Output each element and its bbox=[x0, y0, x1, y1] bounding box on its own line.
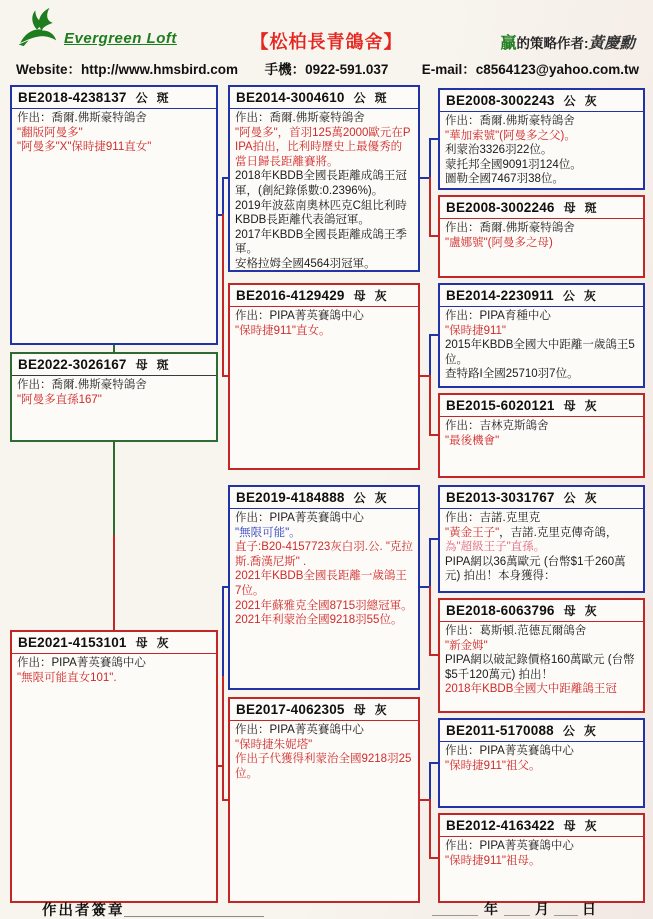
box-title-row bbox=[440, 600, 643, 622]
plumage-label: 灰 bbox=[156, 636, 169, 650]
pedigree-connector-line bbox=[429, 538, 439, 540]
pedigree-text-line bbox=[17, 126, 211, 141]
pedigree-text-line bbox=[235, 599, 413, 614]
pedigree-text-line bbox=[445, 221, 638, 236]
ring-number: BE2017-4062305 bbox=[236, 702, 345, 717]
pedigree-connector-line bbox=[113, 442, 115, 537]
text-segment: "保時捷911"祖父。 bbox=[445, 759, 541, 772]
pedigree-text-line bbox=[445, 309, 638, 324]
box-title-row bbox=[440, 197, 643, 219]
text-segment: "最後機會" bbox=[445, 434, 500, 447]
text-segment: "保時捷911" bbox=[445, 324, 506, 337]
pedigree-connector-line bbox=[113, 535, 115, 632]
pedigree-text-line bbox=[235, 569, 413, 598]
pedigree-connector-line bbox=[222, 177, 229, 179]
ring-number: BE2008-3002243 bbox=[446, 93, 555, 108]
pedigree-text-line bbox=[445, 526, 638, 555]
pedigree-text-line bbox=[445, 759, 638, 774]
text-segment: ，吉諾.克里克傳奇鴿， bbox=[499, 526, 618, 539]
pedigree-text-line bbox=[445, 419, 638, 434]
sex-label: 公 bbox=[353, 491, 366, 505]
text-segment: 2021年利蒙治全國9218羽55位。 bbox=[235, 614, 403, 627]
pedigree-text-line bbox=[235, 738, 413, 753]
text-segment: "華加索號"(阿曼多之父)。 bbox=[445, 129, 576, 142]
loft-name: Evergreen Loft bbox=[64, 30, 177, 47]
pedigree-text-line bbox=[235, 169, 413, 198]
pedigree-text-line bbox=[235, 511, 413, 526]
pedigree-text-line bbox=[235, 613, 413, 628]
text-segment: 2021年蘇雅克全國8715羽總冠軍。 bbox=[235, 599, 413, 612]
pedigree-text-line bbox=[17, 393, 211, 408]
plumage-label: 灰 bbox=[374, 703, 387, 717]
plumage-label: 灰 bbox=[584, 94, 597, 108]
pedigree-text-line bbox=[235, 111, 413, 126]
text-segment: 查特路I全國25710羽7位。 bbox=[445, 368, 579, 381]
text-segment: 作出：PIPA菁英賽鴿中心 bbox=[235, 512, 364, 524]
pedigree-box bbox=[228, 697, 420, 903]
text-segment: 作出：PIPA菁英賽鴿中心 bbox=[445, 745, 574, 757]
pedigree-connector-line bbox=[429, 235, 439, 237]
pedigree-text-line bbox=[445, 114, 638, 129]
pedigree-text-line bbox=[445, 367, 638, 382]
sheet-title: 【松柏長青鴿舍】 bbox=[250, 32, 403, 52]
pedigree-text-line bbox=[445, 653, 638, 682]
pedigree-text-line bbox=[235, 228, 413, 257]
text-segment: 安格拉姆全國4564羽冠軍。 bbox=[235, 257, 376, 270]
text-segment: 蒙托邦全國9091羽124位。 bbox=[445, 158, 582, 171]
text-segment: "保時捷911"直女。 bbox=[235, 324, 331, 337]
sex-label: 母 bbox=[563, 399, 576, 413]
pedigree-text-line bbox=[445, 624, 638, 639]
pedigree-text-line bbox=[445, 338, 638, 367]
text-segment: 作出：喬爾.佛斯豪特鴿舍 bbox=[445, 115, 575, 127]
plumage-label: 灰 bbox=[374, 491, 387, 505]
box-body bbox=[230, 721, 418, 784]
sex-label: 公 bbox=[353, 91, 366, 105]
box-title-row bbox=[230, 699, 418, 721]
text-segment: "無限可能"。 bbox=[235, 526, 301, 539]
pedigree-text-line bbox=[445, 682, 638, 697]
text-segment: 作出：葛斯頓.范德瓦爾鴿舍 bbox=[445, 625, 587, 637]
plumage-label: 灰 bbox=[583, 724, 596, 738]
sex-label: 母 bbox=[353, 703, 366, 717]
box-body bbox=[440, 307, 643, 385]
text-segment: 利蒙治3326羽22位。 bbox=[445, 144, 553, 157]
text-segment: "阿曼多"，首羽125萬2000歐元在PIPA拍出，比利時歷史上最優秀的當日歸長距離賽將。 bbox=[235, 126, 411, 168]
text-segment: 圖勒全國7467羽38位。 bbox=[445, 173, 564, 186]
pedigree-text-line bbox=[445, 129, 638, 144]
win-logo-glyph: 贏 bbox=[500, 35, 517, 52]
box-title-row bbox=[440, 90, 643, 112]
text-segment: 2018年KBDB全國大中距離鴿王冠 bbox=[445, 683, 617, 696]
text-segment: 2017年KBDB全國長距離成鴿王季軍。 bbox=[235, 228, 407, 256]
pedigree-text-line bbox=[17, 656, 211, 671]
pedigree-connector-line bbox=[429, 139, 431, 179]
sex-label: 公 bbox=[135, 91, 148, 105]
pedigree-text-line bbox=[235, 540, 413, 569]
pedigree-text-line bbox=[445, 511, 638, 526]
box-body bbox=[440, 837, 643, 871]
pedigree-text-line bbox=[445, 839, 638, 854]
pedigree-text-line bbox=[17, 671, 211, 686]
pedigree-connector-line bbox=[429, 763, 431, 801]
pedigree-box bbox=[438, 813, 645, 903]
box-body bbox=[230, 307, 418, 341]
box-title-row bbox=[230, 487, 418, 509]
pedigree-text-line bbox=[445, 324, 638, 339]
ring-number: BE2014-3004610 bbox=[236, 90, 345, 105]
sex-label: 公 bbox=[562, 724, 575, 738]
plumage-label: 斑 bbox=[584, 201, 597, 215]
ring-number: BE2014-2230911 bbox=[446, 288, 554, 303]
box-title-row bbox=[440, 285, 643, 307]
text-segment: 作出：PIPA菁英賽鴿中心 bbox=[445, 840, 574, 852]
text-segment: 作出：PIPA菁英賽鴿中心 bbox=[235, 724, 364, 736]
pedigree-text-line bbox=[445, 434, 638, 449]
pedigree-text-line bbox=[445, 555, 638, 584]
pedigree-connector-line bbox=[222, 799, 229, 801]
pedigree-text-line bbox=[445, 639, 638, 654]
text-segment: PIPA網以破記錄價格160萬歐元 (台幣$5千120萬元) 拍出！ bbox=[445, 654, 635, 681]
pedigree-box bbox=[438, 283, 645, 388]
text-segment: "新金姆" bbox=[445, 639, 488, 652]
text-segment: 作出：PIPA菁英賽鴿中心 bbox=[17, 657, 146, 669]
sex-label: 公 bbox=[563, 491, 576, 505]
sex-label: 公 bbox=[562, 289, 575, 303]
pedigree-connector-line bbox=[429, 138, 439, 140]
pedigree-box bbox=[228, 85, 420, 272]
sex-label: 母 bbox=[135, 636, 148, 650]
box-title-row bbox=[440, 487, 643, 509]
pedigree-connector-line bbox=[429, 857, 439, 859]
pedigree-connector-line bbox=[222, 214, 224, 376]
box-body bbox=[12, 109, 216, 158]
pedigree-box bbox=[438, 485, 645, 593]
box-title-row bbox=[440, 815, 643, 837]
pedigree-box bbox=[438, 598, 645, 713]
text-segment: "黃金王子" bbox=[445, 526, 500, 539]
text-segment: "阿曼多直孫167" bbox=[17, 393, 102, 406]
text-segment: 為"超級王子"直孫。 bbox=[445, 541, 546, 554]
box-body bbox=[440, 112, 643, 190]
pedigree-connector-line bbox=[113, 345, 115, 353]
text-segment: 直子:B20-4157723灰白羽.公. "克拉斯.喬漢尼斯" . bbox=[235, 541, 413, 568]
pedigree-connector-line bbox=[429, 799, 431, 859]
box-title-row bbox=[12, 354, 216, 376]
box-title-row bbox=[230, 87, 418, 109]
pedigree-box bbox=[10, 630, 218, 903]
plumage-label: 灰 bbox=[584, 819, 597, 833]
text-segment: 作出子代獲得利蒙治全國9218羽25位。 bbox=[235, 753, 412, 780]
text-segment: 2021年KBDB全國長距離一歲鴿王7位。 bbox=[235, 570, 407, 597]
pedigree-text-line bbox=[235, 199, 413, 228]
pedigree-text-line bbox=[235, 526, 413, 541]
pedigree-text-line bbox=[235, 309, 413, 324]
pedigree-text-line bbox=[17, 111, 211, 126]
author-name: 黃慶勳 bbox=[588, 35, 635, 52]
author-line bbox=[500, 30, 635, 53]
box-body bbox=[440, 742, 643, 776]
text-segment: 作出：吉林克斯鴿舍 bbox=[445, 420, 549, 432]
ring-number: BE2021-4153101 bbox=[18, 635, 127, 650]
text-segment: 作出：吉諾.克里克 bbox=[445, 512, 541, 524]
pedigree-connector-line bbox=[429, 335, 431, 377]
box-title-row bbox=[230, 285, 418, 307]
pedigree-text-line bbox=[235, 126, 413, 170]
signature-label: 作出者簽章 bbox=[42, 903, 125, 919]
pedigree-text-line bbox=[235, 257, 413, 272]
text-segment: 作出：PIPA菁英賽鴿中心 bbox=[235, 310, 364, 322]
sex-label: 母 bbox=[135, 358, 148, 372]
plumage-label: 灰 bbox=[583, 289, 596, 303]
text-segment: 作出：喬爾.佛斯豪特鴿舍 bbox=[17, 112, 147, 124]
text-segment: 作出：PIPA育種中心 bbox=[445, 310, 551, 322]
phone-label: 手機：0922-591.037 bbox=[264, 62, 389, 77]
pedigree-text-line bbox=[235, 723, 413, 738]
text-segment: 作出：喬爾.佛斯豪特鴿舍 bbox=[17, 379, 147, 391]
pedigree-connector-line bbox=[222, 375, 229, 377]
box-body bbox=[230, 109, 418, 272]
box-body bbox=[12, 376, 216, 410]
ring-number: BE2011-5170088 bbox=[446, 723, 554, 738]
sex-label: 母 bbox=[353, 289, 366, 303]
month-label: 月 bbox=[535, 903, 549, 918]
pedigree-connector-line bbox=[222, 676, 224, 800]
ring-number: BE2013-3031767 bbox=[446, 490, 555, 505]
plumage-label: 灰 bbox=[374, 289, 387, 303]
ring-number: BE2019-4184888 bbox=[236, 490, 345, 505]
pedigree-box bbox=[228, 485, 420, 690]
plumage-label: 灰 bbox=[584, 399, 597, 413]
pedigree-connector-line bbox=[222, 587, 224, 678]
plumage-label: 灰 bbox=[584, 491, 597, 505]
sheet-header bbox=[0, 0, 653, 84]
text-segment: 2019年波茲南奧林匹克C組比利時KBDB長距離代表鴿冠軍。 bbox=[235, 199, 407, 227]
pedigree-connector-line bbox=[222, 178, 224, 216]
box-body bbox=[12, 654, 216, 688]
ring-number: BE2022-3026167 bbox=[18, 357, 127, 372]
pedigree-text-line bbox=[445, 854, 638, 869]
sex-label: 公 bbox=[563, 94, 576, 108]
pedigree-connector-line bbox=[429, 586, 431, 656]
website-label: Website：http://www.hmsbird.com bbox=[16, 62, 239, 77]
pedigree-connector-line bbox=[429, 654, 439, 656]
ring-number: BE2012-4163422 bbox=[446, 818, 555, 833]
pedigree-box bbox=[438, 393, 645, 478]
plumage-label: 斑 bbox=[374, 91, 387, 105]
box-title-row bbox=[12, 87, 216, 109]
sex-label: 母 bbox=[563, 201, 576, 215]
text-segment: "盧娜號"(阿曼多之母) bbox=[445, 236, 553, 249]
box-body bbox=[440, 622, 643, 700]
text-segment: "翻版阿曼多" bbox=[17, 126, 83, 139]
pedigree-connector-line bbox=[429, 177, 431, 237]
year-line bbox=[432, 915, 478, 916]
sex-label: 母 bbox=[563, 604, 576, 618]
pedigree-box bbox=[228, 283, 420, 470]
year-label: 年 bbox=[484, 903, 498, 918]
pedigree-box bbox=[438, 88, 645, 190]
ring-number: BE2018-6063796 bbox=[446, 603, 555, 618]
pedigree-text-line bbox=[17, 140, 211, 155]
text-segment: 2018年KBDB全國長距離成鴿王冠軍，(創紀錄係數:0.2396%)。 bbox=[235, 170, 407, 197]
text-segment: 作出：喬爾.佛斯豪特鴿舍 bbox=[445, 222, 575, 234]
plumage-label: 斑 bbox=[156, 91, 169, 105]
text-segment: 2015年KBDB全國大中距離一歲鴿王5位。 bbox=[445, 339, 635, 366]
plumage-label: 斑 bbox=[156, 358, 169, 372]
pedigree-connector-line bbox=[429, 539, 431, 588]
author-rest: 的策略作者: bbox=[516, 36, 589, 51]
ring-number: BE2015-6020121 bbox=[446, 398, 555, 413]
pedigree-text-line bbox=[235, 324, 413, 339]
box-title-row bbox=[12, 632, 216, 654]
day-label: 日 bbox=[582, 903, 596, 918]
text-segment: PIPA網以36萬歐元 (台幣$1千260萬元) 拍出！本身獲得： bbox=[445, 555, 626, 583]
pedigree-text-line bbox=[17, 378, 211, 393]
box-body bbox=[440, 509, 643, 587]
plumage-label: 灰 bbox=[584, 604, 597, 618]
pedigree-connector-line bbox=[222, 586, 229, 588]
ring-number: BE2018-4238137 bbox=[18, 90, 127, 105]
pedigree-text-line bbox=[235, 752, 413, 781]
email-label: E-mail：c8564123@yahoo.com.tw bbox=[421, 62, 639, 77]
sex-label: 母 bbox=[563, 819, 576, 833]
text-segment: 作出：喬爾.佛斯豪特鴿舍 bbox=[235, 112, 365, 124]
box-title-row bbox=[440, 395, 643, 417]
pedigree-text-line bbox=[445, 172, 638, 187]
ring-number: BE2008-3002246 bbox=[446, 200, 555, 215]
signature-line bbox=[124, 916, 264, 917]
text-segment: "無限可能直女101". bbox=[17, 671, 117, 684]
box-body bbox=[440, 417, 643, 451]
pedigree-box bbox=[438, 195, 645, 278]
pedigree-text-line bbox=[445, 236, 638, 251]
text-segment: "保時捷911"祖母。 bbox=[445, 854, 541, 867]
day-line bbox=[554, 915, 578, 916]
text-segment: "阿曼多"X"保時捷911直女" bbox=[17, 141, 152, 154]
box-body bbox=[230, 509, 418, 631]
pedigree-box bbox=[438, 718, 645, 808]
pedigree-connector-line bbox=[429, 762, 439, 764]
pedigree-text-line bbox=[445, 158, 638, 173]
pedigree-connector-line bbox=[429, 375, 431, 436]
pedigree-connector-line bbox=[429, 334, 439, 336]
pedigree-text-line bbox=[445, 143, 638, 158]
month-line bbox=[504, 915, 530, 916]
ring-number: BE2016-4129429 bbox=[236, 288, 345, 303]
pedigree-box bbox=[10, 352, 218, 442]
pedigree-connector-line bbox=[429, 434, 439, 436]
text-segment: "保時捷朱妮塔" bbox=[235, 738, 313, 751]
pedigree-box bbox=[10, 85, 218, 345]
pedigree-text-line bbox=[445, 744, 638, 759]
box-title-row bbox=[440, 720, 643, 742]
box-body bbox=[440, 219, 643, 253]
